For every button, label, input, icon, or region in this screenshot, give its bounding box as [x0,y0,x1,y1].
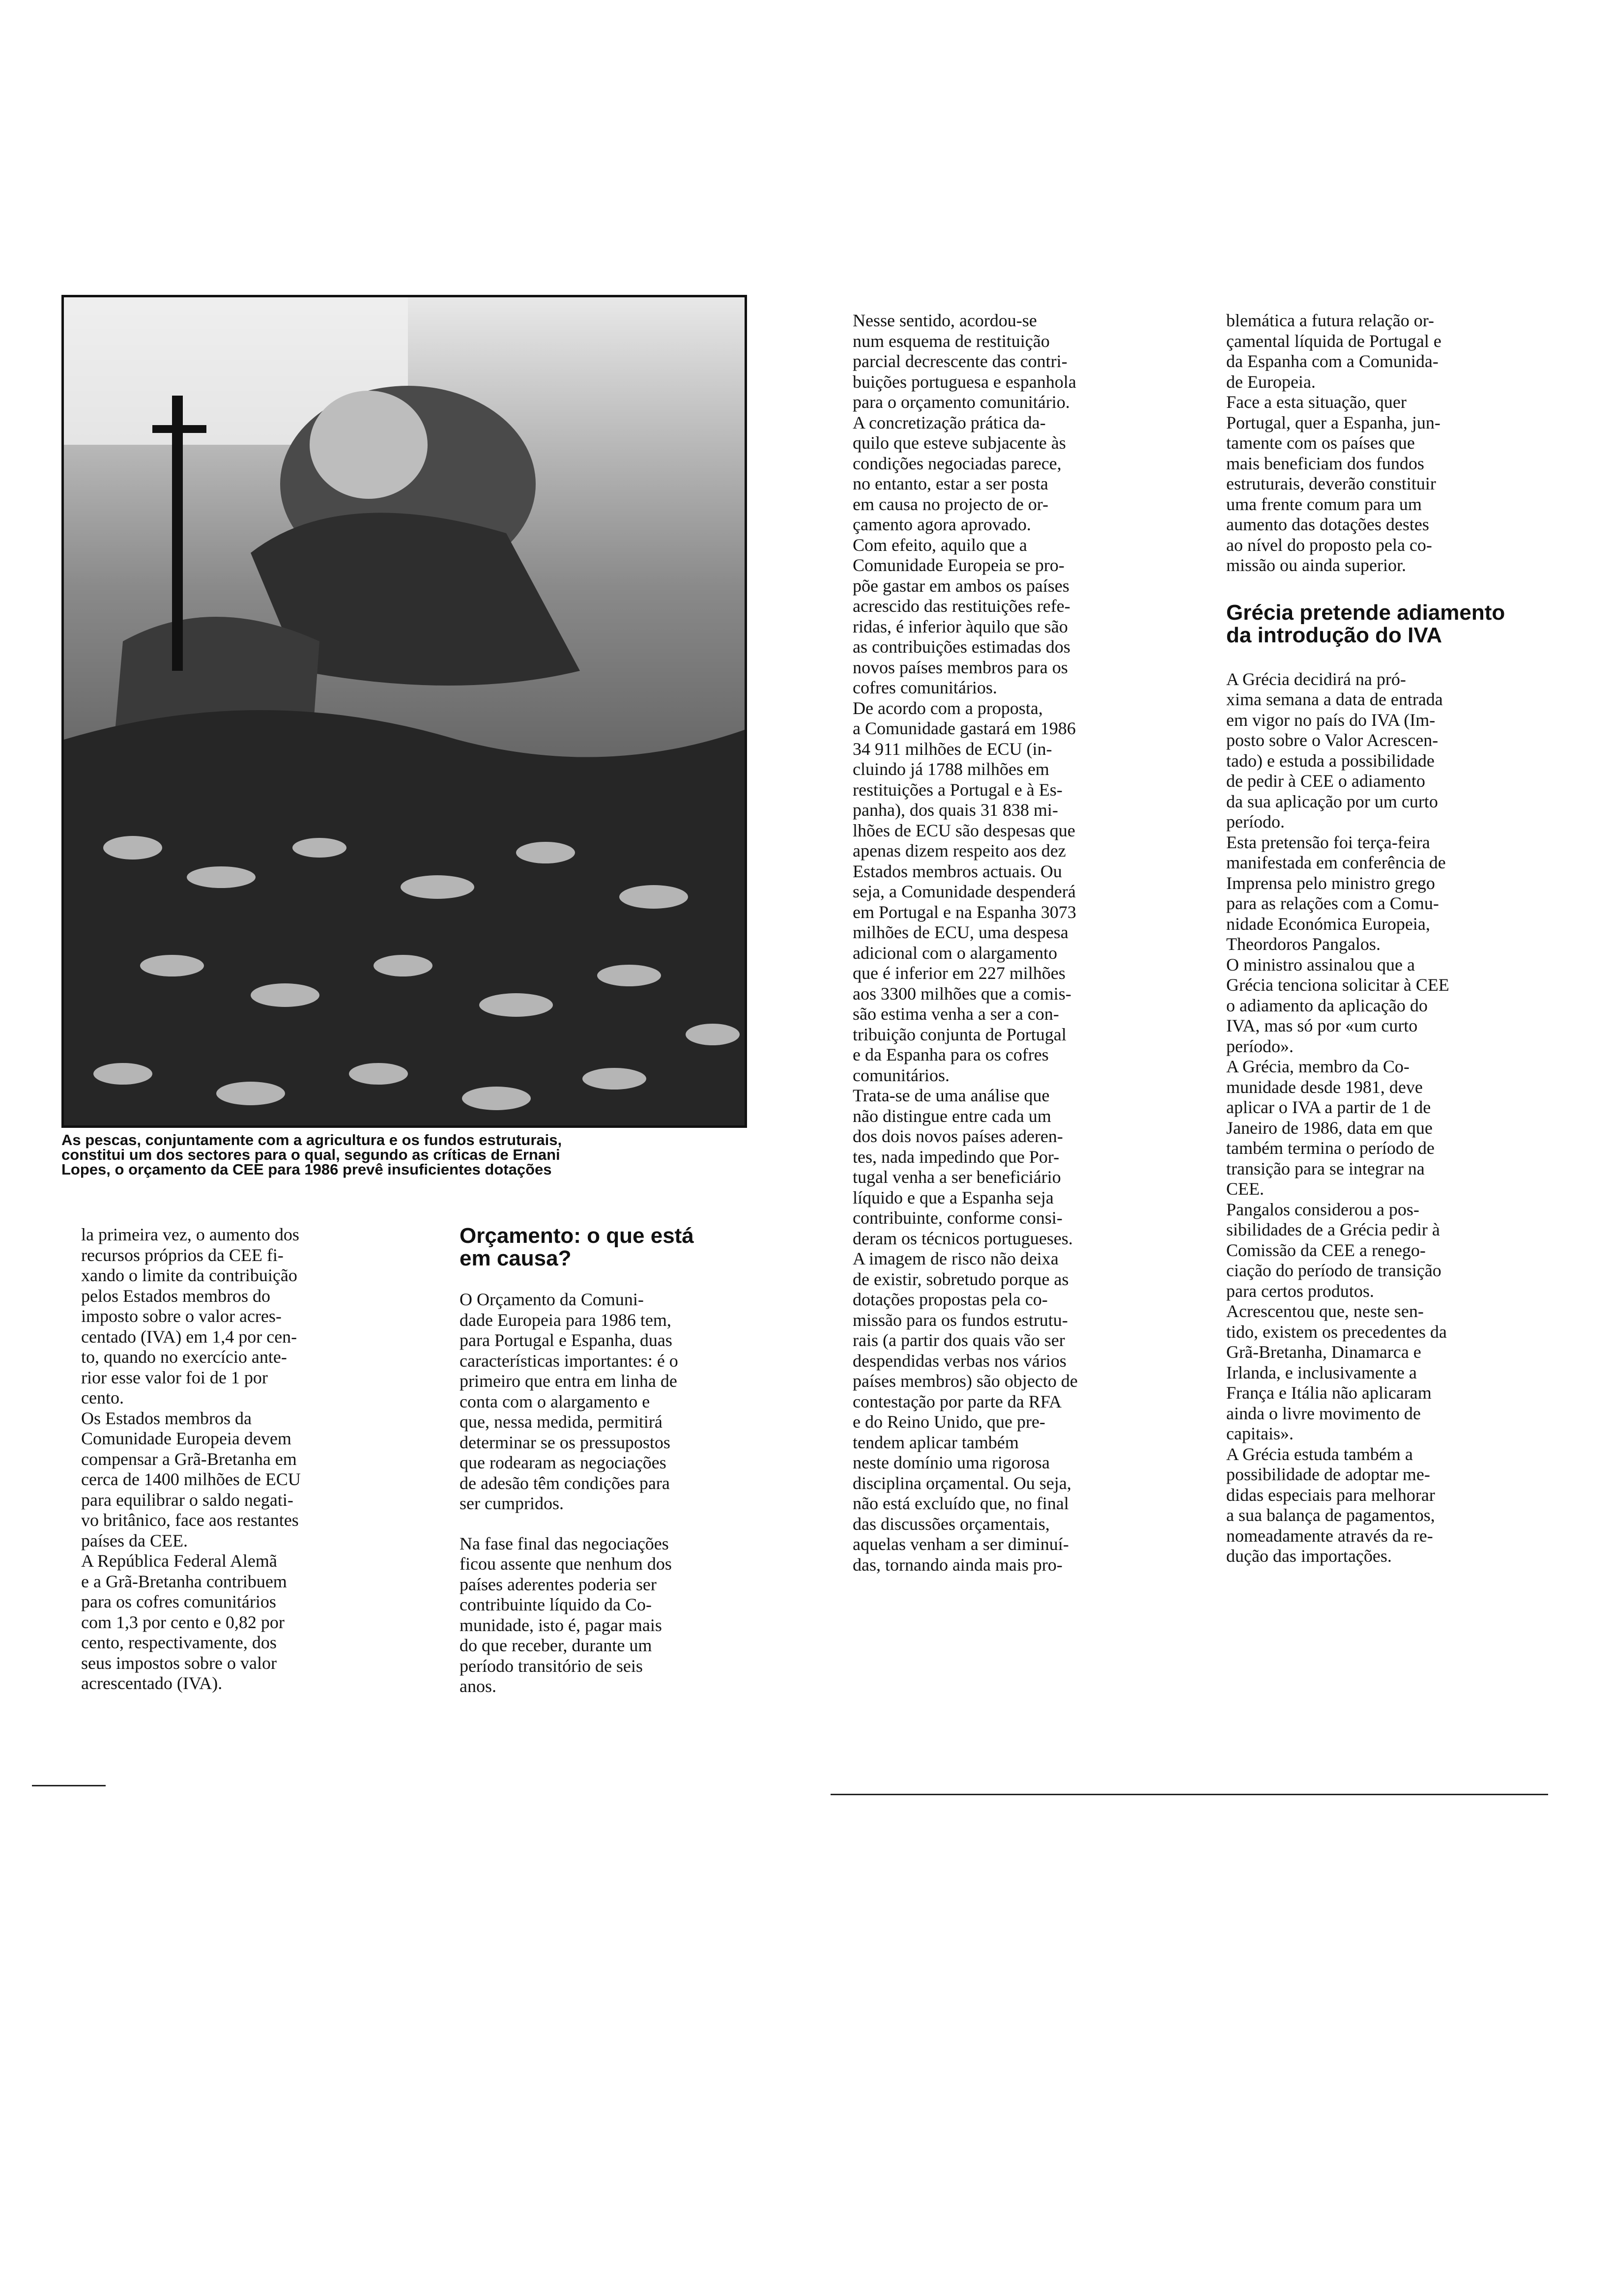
paragraph [460,1290,774,1514]
column-3 [853,311,1167,1575]
text-line: disciplina orçamental. Ou seja, [853,1473,1071,1493]
text-line: dade Europeia para 1986 tem, [460,1310,671,1330]
text-line: de existir, sobretudo porque as [853,1269,1069,1289]
paragraph [81,1551,396,1694]
text-line: ser cumpridos. [460,1493,564,1513]
text-line: mais beneficiam dos fundos [1226,453,1424,473]
text-line: ficou assente que nenhum dos [460,1554,672,1574]
heading-line: da introdução do IVA [1226,623,1442,647]
paragraph [1226,1444,1541,1567]
text-line: da sua aplicação por um curto [1226,791,1438,811]
text-line: Theordoros Pangalos. [1226,934,1381,954]
caption-line: As pescas, conjuntamente com a agricultura e os fundos estruturais, [61,1131,562,1148]
text-line: Comissão da CEE a renego- [1226,1240,1426,1260]
text-line: Trata-se de uma análise que [853,1086,1050,1105]
text-line: tamente com os países que [1226,433,1415,453]
paragraph [1226,955,1541,1057]
caption-line: constitui um dos sectores para o qual, segundo as críticas de Ernani [61,1146,560,1163]
text-line: Face a esta situação, quer [1226,392,1407,412]
text-line: O Orçamento da Comuni- [460,1290,644,1309]
paragraph [1226,1301,1541,1444]
text-line: buições portuguesa e espanhola [853,372,1076,392]
text-line: para certos produtos. [1226,1281,1374,1301]
text-line: nidade Económica Europeia, [1226,914,1430,934]
text-line: num esquema de restituição [853,331,1050,351]
text-line: tribuição conjunta de Portugal [853,1024,1066,1044]
text-line: compensar a Grã-Bretanha em [81,1449,297,1469]
divider-right [831,1794,1548,1795]
text-line: dução das importações. [1226,1546,1392,1566]
paragraph [853,311,1167,413]
text-line: as contribuições estimadas dos [853,637,1070,657]
text-line: Pangalos considerou a pos- [1226,1199,1419,1219]
text-line: parcial decrescente das contri- [853,351,1067,371]
text-line: e a Grã-Bretanha contribuem [81,1571,287,1591]
text-line: acrescido das restituições refe- [853,596,1070,616]
text-line: dos dois novos países aderen- [853,1126,1063,1146]
text-line: uma frente comum para um [1226,494,1422,514]
paragraph [1226,1200,1541,1302]
text-line: lhões de ECU são despesas que [853,820,1075,840]
paragraph [1226,311,1541,392]
text-line: a Comunidade gastará em 1986 [853,718,1076,738]
text-line: De acordo com a proposta, [853,698,1043,718]
text-line: em vigor no país do IVA (Im- [1226,710,1436,730]
text-line: A Grécia, membro da Co- [1226,1057,1410,1076]
text-line: ridas, é inferior àquilo que são [853,616,1068,636]
text-line: para as relações com a Comu- [1226,893,1439,913]
text-line: A imagem de risco não deixa [853,1249,1059,1268]
text-line: centado (IVA) em 1,4 por cen- [81,1326,297,1347]
text-line: que é inferior em 227 milhões [853,963,1065,983]
text-line: França e Itália não aplicaram [1226,1383,1432,1403]
text-line: anos. [460,1676,496,1696]
text-line: la primeira vez, o aumento dos [81,1225,299,1244]
text-line: Comunidade Europeia devem [81,1429,291,1448]
text-line: ainda o livre movimento de [1226,1403,1421,1423]
text-line: aos 3300 milhões que a comis- [853,983,1071,1004]
text-line: acrescentado (IVA). [81,1673,223,1693]
text-line: e do Reino Unido, que pre- [853,1412,1045,1432]
text-line: do que receber, durante um [460,1636,652,1655]
text-line: novos países membros para os [853,657,1068,677]
paragraph [853,1086,1167,1249]
text-line: cento. [81,1388,124,1407]
text-line: milhões de ECU, uma despesa [853,922,1068,942]
text-line: para os cofres comunitários [81,1592,276,1611]
text-line: cluindo já 1788 milhões em [853,759,1049,779]
text-line: ciação do período de transição [1226,1261,1441,1280]
text-line: de pedir à CEE o adiamento [1226,771,1425,791]
text-line: Estados membros actuais. Ou [853,861,1062,881]
text-line: capitais». [1226,1424,1294,1443]
text-line: transição para se integrar na [1226,1158,1425,1178]
text-line: Grécia tenciona solicitar à CEE [1226,975,1449,995]
text-line: munidade, isto é, pagar mais [460,1615,662,1635]
text-line: neste domínio uma rigorosa [853,1453,1050,1472]
text-line: to, quando no exercício ante- [81,1347,287,1367]
text-line: ao nível do proposto pela co- [1226,535,1432,555]
text-line: xando o limite da contribuição [81,1265,297,1285]
photo-caption [61,1133,752,1177]
text-line: cofres comunitários. [853,678,997,697]
text-line: Janeiro de 1986, data em que [1226,1118,1433,1138]
text-line: são estima venha a ser a con- [853,1004,1059,1024]
text-line: seja, a Comunidade despenderá [853,882,1076,901]
text-line: IVA, mas só por «um curto [1226,1016,1418,1035]
text-line: contestação por parte da RFA [853,1391,1062,1411]
text-line: e da Espanha para os cofres [853,1045,1049,1064]
text-line: Comunidade Europeia se pro- [853,555,1065,575]
text-line: tendem aplicar também [853,1432,1019,1452]
text-line: çamental líquida de Portugal e [1226,331,1441,351]
text-line: contribuinte, conforme consi- [853,1208,1063,1228]
text-line: no entanto, estar a ser posta [853,474,1048,493]
text-line: tes, nada impedindo que Por- [853,1147,1060,1167]
text-line: período». [1226,1036,1294,1056]
text-line: rior esse valor foi de 1 por [81,1367,268,1387]
text-line: para equilibrar o saldo negati- [81,1490,293,1510]
text-line: Nesse sentido, acordou-se [853,311,1037,330]
text-line: munidade desde 1981, deve [1226,1077,1423,1097]
text-line: estruturais, deverão constituir [1226,474,1436,493]
text-line: Grã-Bretanha, Dinamarca e [1226,1342,1421,1362]
text-line: Os Estados membros da [81,1408,252,1428]
text-line: de adesão têm condições para [460,1473,670,1493]
text-line: missão para os fundos estrutu- [853,1310,1068,1330]
paragraph [853,535,1167,698]
text-line: nomeadamente através da re- [1226,1525,1433,1546]
text-line: aumento das dotações destes [1226,515,1429,534]
text-line: cerca de 1400 milhões de ECU [81,1469,301,1489]
text-line: da Espanha com a Comunida- [1226,351,1439,371]
text-line: Com efeito, aquilo que a [853,535,1027,555]
text-line: contribuinte líquido da Co- [460,1595,652,1614]
text-line: em Portugal e na Espanha 3073 [853,902,1076,922]
text-line: panha), dos quais 31 838 mi- [853,800,1058,820]
heading-line: em causa? [460,1246,572,1270]
text-line: A Grécia decidirá na pró- [1226,669,1406,689]
text-line: período transitório de seis [460,1656,643,1676]
text-line: imposto sobre o valor acres- [81,1306,282,1326]
text-line: determinar se os pressupostos [460,1432,670,1452]
text-line: possibilidade de adoptar me- [1226,1464,1430,1484]
text-line: põe gastar em ambos os países [853,575,1069,596]
paragraph [81,1408,396,1551]
text-line: Imprensa pelo ministro grego [1226,873,1435,893]
paragraph [81,1225,396,1408]
paragraph [1226,392,1541,576]
text-line: Na fase final das negociações [460,1533,669,1553]
text-line: çamento agora aprovado. [853,515,1031,534]
text-line: recursos próprios da CEE fi- [81,1245,284,1265]
fishing-photo [61,295,747,1128]
text-line: com 1,3 por cento e 0,82 por [81,1612,285,1632]
text-line: condições negociadas parece, [853,453,1062,473]
text-line: líquido e que a Espanha seja [853,1187,1054,1207]
text-line: dotações propostas pela co- [853,1290,1048,1309]
text-line: vo britânico, face aos restantes [81,1510,299,1530]
text-line: Acrescentou que, neste sen- [1226,1301,1424,1321]
text-line: blemática a futura relação or- [1226,311,1435,330]
text-line: também termina o período de [1226,1138,1435,1158]
text-line: o adiamento da aplicação do [1226,995,1428,1015]
text-line: tado) e estuda a possibilidade [1226,750,1435,771]
text-line: países da CEE. [81,1530,188,1550]
text-line: Portugal, quer a Espanha, jun- [1226,412,1440,432]
text-line: não distingue entre cada um [853,1106,1051,1126]
text-line: que rodearam as negociações [460,1453,666,1472]
heading-line: Grécia pretende adiamento [1226,600,1505,625]
text-line: características importantes: é o [460,1350,678,1371]
paragraph [460,1534,774,1697]
text-line: para o orçamento comunitário. [853,392,1070,412]
text-line: Esta pretensão foi terça-feira [1226,832,1430,852]
paragraph [1226,832,1541,955]
text-line: tido, existem os precedentes da [1226,1321,1447,1342]
text-line: xima semana a data de entrada [1226,689,1443,709]
paragraph [853,1249,1167,1575]
column-4 [1226,311,1541,1567]
text-line: missão ou ainda superior. [1226,555,1406,575]
heading-line: Orçamento: o que está [460,1224,694,1248]
text-line: deram os técnicos portugueses. [853,1228,1073,1248]
text-line: seus impostos sobre o valor [81,1653,277,1673]
column-2 [460,1225,774,1697]
text-line: conta com o alargamento e [460,1391,650,1411]
text-line: países aderentes poderia ser [460,1574,657,1594]
text-line: 34 911 milhões de ECU (in- [853,739,1052,759]
text-line: cento, respectivamente, dos [81,1633,277,1652]
text-line: que, nessa medida, permitirá [460,1412,662,1432]
text-line: período. [1226,812,1285,832]
text-line: A República Federal Alemã [81,1551,277,1571]
text-line: aquelas venham a ser diminuí- [853,1534,1069,1554]
text-line: CEE. [1226,1179,1264,1199]
text-line: adicional com o alargamento [853,943,1058,963]
text-line: A concretização prática da- [853,412,1046,432]
photo-image [64,297,745,1125]
text-line: de Europeia. [1226,372,1316,392]
text-line: restituições a Portugal e à Es- [853,779,1063,800]
paragraph [1226,1057,1541,1200]
text-line: a sua balança de pagamentos, [1226,1505,1435,1525]
text-line: posto sobre o Valor Acrescen- [1226,730,1439,750]
text-line: didas especiais para melhorar [1226,1485,1435,1505]
text-line: sibilidades de a Grécia pedir à [1226,1220,1440,1239]
caption-line: Lopes, o orçamento da CEE para 1986 prevê insuficientes dotações [61,1161,552,1178]
column-1 [81,1225,396,1694]
text-line: pelos Estados membros do [81,1286,270,1306]
text-line: apenas dizem respeito aos dez [853,841,1066,861]
text-line: A Grécia estuda também a [1226,1444,1413,1464]
text-line: países membros) são objecto de [853,1371,1078,1391]
text-line: aplicar o IVA a partir de 1 de [1226,1097,1431,1117]
text-line: em causa no projecto de or- [853,494,1049,514]
text-line: não está excluído que, no final [853,1493,1069,1513]
text-line: manifestada em conferência de [1226,853,1446,872]
text-line: Irlanda, e inclusivamente a [1226,1362,1417,1382]
text-line: das discussões orçamentais, [853,1514,1050,1534]
text-line: quilo que esteve subjacente às [853,433,1066,453]
text-line: primeiro que entra em linha de [460,1371,677,1391]
section-heading [460,1225,774,1270]
text-line: O ministro assinalou que a [1226,954,1415,975]
paragraph [853,413,1167,535]
text-line: tugal venha a ser beneficiário [853,1167,1061,1187]
section-heading [1226,602,1541,647]
text-line: comunitários. [853,1065,950,1085]
divider-left [32,1785,106,1786]
text-line: para Portugal e Espanha, duas [460,1330,672,1350]
text-line: rais (a partir dos quais vão ser [853,1330,1065,1350]
text-line: das, tornando ainda mais pro- [853,1554,1063,1575]
text-line: despendidas verbas nos vários [853,1350,1066,1371]
paragraph [1226,669,1541,832]
paragraph [853,698,1167,1086]
